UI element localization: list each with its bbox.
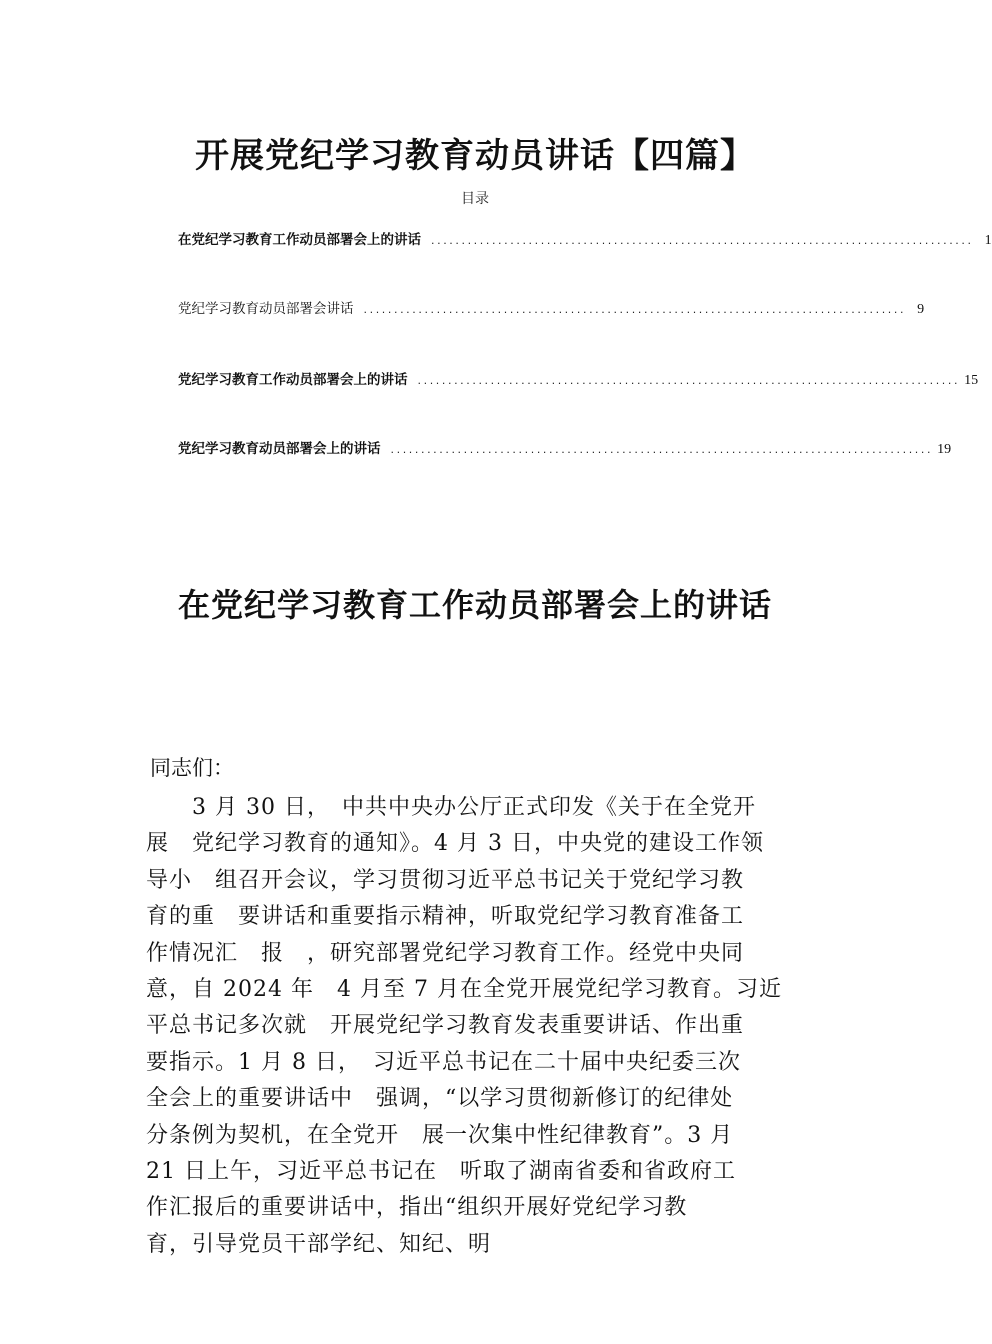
toc-entry[interactable] [178, 437, 952, 457]
salutation: 同志们： [150, 756, 234, 780]
toc-entry[interactable] [178, 368, 979, 388]
toc-leader-dots: ......................................................................................... [417, 374, 961, 387]
toc-entry-page: 9 [917, 302, 925, 317]
toc-entry-label: 党纪学习教育工作动员部署会上的讲话 [178, 372, 408, 388]
toc-entry-label: 党纪学习教育动员部署会上的讲话 [178, 441, 381, 457]
toc-entry-page: 1 [984, 233, 992, 248]
toc-leader-dots: ......................................................................................... [363, 303, 907, 316]
section-title: 在党纪学习教育工作动员部署会上的讲话 [177, 586, 772, 624]
body-line: 导小 组召开会议，学习贯彻习近平总书记关于党纪学习教 [146, 867, 745, 893]
body-line: 作汇报后的重要讲话中，指出“组织开展好党纪学习教 [146, 1195, 688, 1221]
body-line: 展 党纪学习教育的通知》。4 月 3 日，中央党的建设工作领 [146, 831, 764, 857]
toc-leader-dots: ......................................................................................... [431, 234, 974, 247]
body-line: 21 日上午，习近平总书记在 听取了湖南省委和省政府工 [146, 1158, 736, 1184]
toc-entry-page: 15 [964, 373, 979, 388]
body-line: 育，引导党员干部学纪、知纪、明 [146, 1231, 492, 1257]
document-title: 开展党纪学习教育动员讲话【四篇】 [195, 136, 755, 176]
body-line: 作情况汇 报 ，研究部署党纪学习教育工作。经党中央同 [146, 940, 745, 966]
body-line: 意，自 2024 年 4 月至 7 月在全党开展党纪学习教育。习近 [146, 976, 782, 1002]
body-line: 育的重 要讲话和重要指示精神，听取党纪学习教育准备工 [146, 904, 745, 930]
body-line: 平总书记多次就 开展党纪学习教育发表重要讲话、作出重 [146, 1013, 745, 1039]
toc-entry-label: 党纪学习教育动员部署会讲话 [178, 301, 354, 317]
toc-leader-dots: ......................................................................................... [390, 443, 934, 456]
body-line: 全会上的重要讲话中 强调，“以学习贯彻新修订的纪律处 [146, 1086, 734, 1112]
body-line: 3 月 30 日， 中共中央办公厅正式印发《关于在全党开 [146, 795, 756, 820]
toc-entry[interactable] [178, 297, 925, 317]
toc-entry-page: 19 [937, 442, 952, 457]
body-paragraph [146, 790, 816, 1263]
toc-entry[interactable] [178, 228, 992, 248]
toc-heading: 目录 [461, 191, 489, 207]
toc-entry-label: 在党纪学习教育工作动员部署会上的讲话 [178, 232, 421, 248]
body-line: 要指示。1 月 8 日， 习近平总书记在二十届中央纪委三次 [146, 1049, 741, 1075]
body-line: 分条例为契机，在全党开 展一次集中性纪律教育”。3 月 [146, 1122, 734, 1148]
